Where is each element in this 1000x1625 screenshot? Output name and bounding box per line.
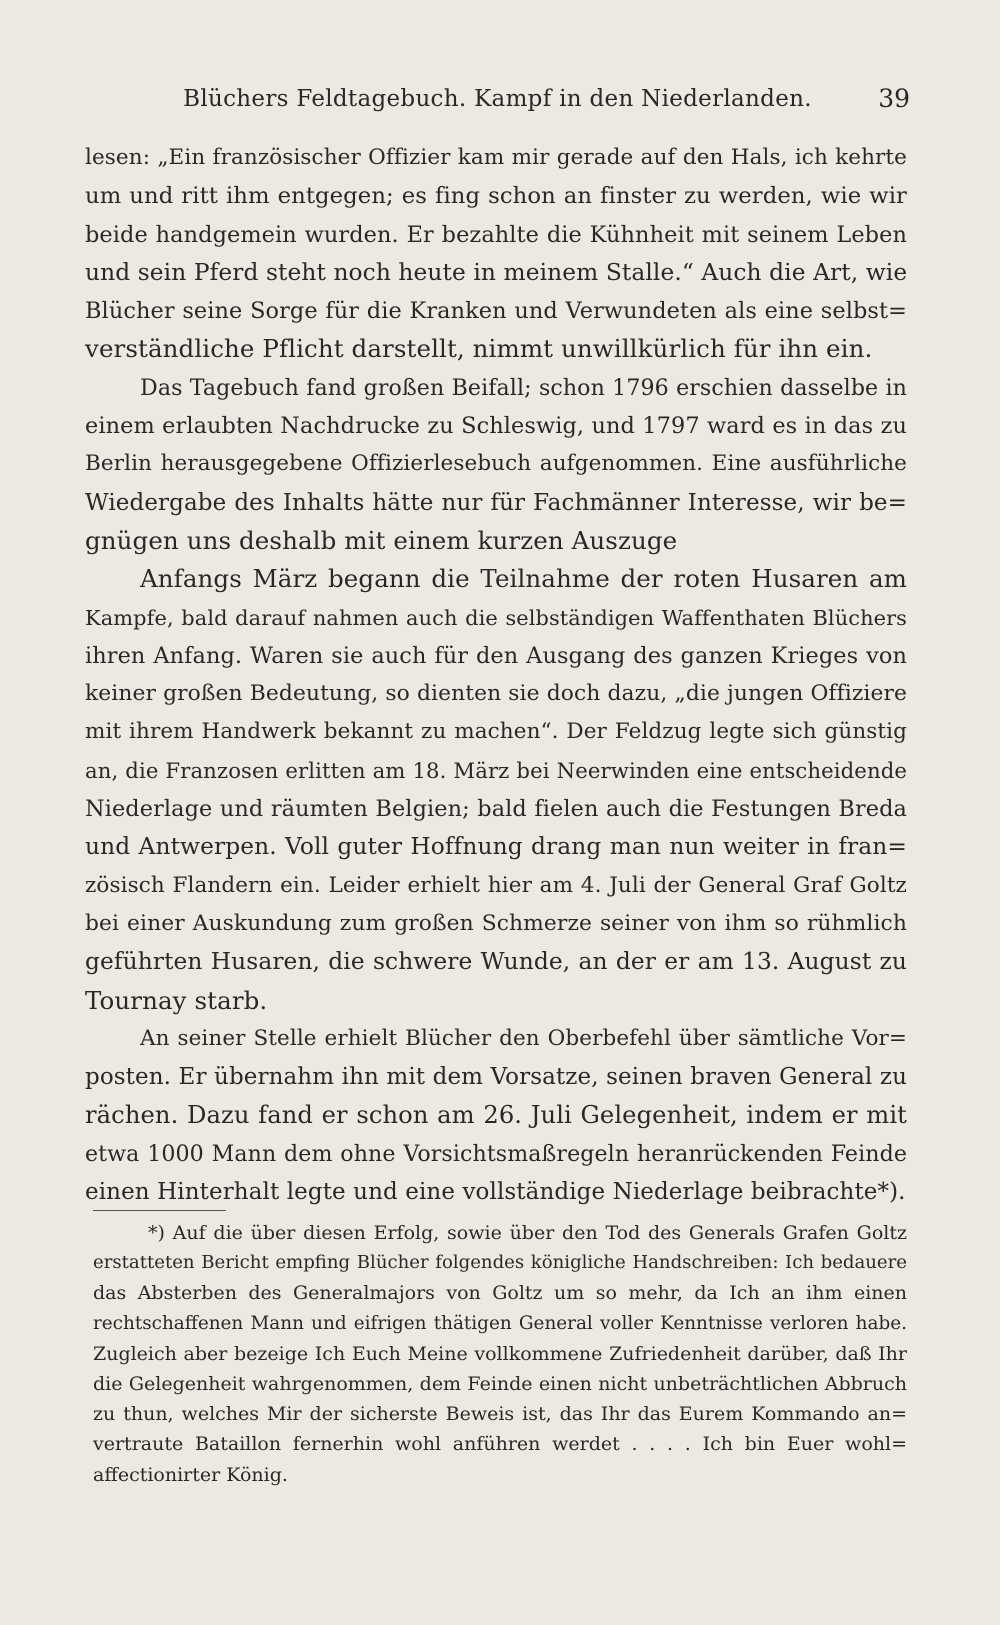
text-line: und sein Pferd steht noch heute in meinem Stalle.“ Auch die Art, wie xyxy=(85,258,908,286)
text-line: etwa 1000 Mann dem ohne Vorsichtsmaßregeln heranrückenden Feinde xyxy=(85,1140,907,1167)
text-line: beide handgemein wurden. Er bezahlte die Kühnheit mit seinem Leben xyxy=(85,221,907,248)
text-line: ihren Anfang. Waren sie auch für den Ausgang des ganzen Krieges von xyxy=(85,642,907,669)
text-line: Berlin herausgegebene Offizierlesebuch aufgenommen. Eine ausführliche xyxy=(85,451,907,477)
footnote-line: erstatteten Bericht empfing Blücher folgendes königliche Handschreiben: Ich bedauere xyxy=(93,1252,907,1274)
text-line: lesen: „Ein französischer Offizier kam mir gerade auf den Hals, ich kehrte xyxy=(85,145,907,170)
running-title: Blüchers Feldtagebuch. Kampf in den Niederlanden. xyxy=(183,86,812,112)
text-line: einem erlaubten Nachdrucke zu Schleswig, und 1797 ward es in das zu xyxy=(85,413,907,440)
footnote-line: Zugleich aber bezeige Ich Euch Meine vollkommene Zufriedenheit darüber, daß Ihr xyxy=(93,1342,907,1365)
text-line: geführten Husaren, die schwere Wunde, an der er am 13. August zu xyxy=(85,948,907,976)
text-line: einen Hinterhalt legte und eine vollständige Niederlage beibrachte*). xyxy=(85,1179,906,1206)
text-line: Wiedergabe des Inhalts hätte nur für Fachmänner Interesse, wir be= xyxy=(85,489,907,516)
text-line: Das Tagebuch fand großen Beifall; schon 1796 erschien dasselbe in xyxy=(140,374,907,401)
page-header xyxy=(85,78,910,118)
footnote-line: rechtschaffenen Mann und eifrigen thätigen General voller Kenntnisse verloren habe. xyxy=(93,1312,907,1334)
text-line: um und ritt ihm entgegen; es fing schon an finster zu werden, wie wir xyxy=(85,183,907,210)
footnote xyxy=(93,1218,907,1490)
text-line: Blücher seine Sorge für die Kranken und Verwundeten als eine selbst= xyxy=(85,298,907,325)
text-line: posten. Er übernahm ihn mit dem Vorsatze, seinen braven General zu xyxy=(85,1064,907,1091)
text-line: bei einer Auskundung zum großen Schmerze seiner von ihm so rühmlich xyxy=(85,910,907,936)
text-line: verständliche Pflicht darstellt, nimmt unwillkürlich für ihn ein. xyxy=(85,334,873,364)
text-line: an, die Franzosen erlitten am 18. März bei Neerwinden eine entscheidende xyxy=(85,757,907,783)
text-line: keiner großen Bedeutung, so dienten sie doch dazu, „die jungen Offiziere xyxy=(85,681,907,707)
text-line: gnügen uns deshalb mit einem kurzen Auszuge xyxy=(85,525,678,555)
footnote-rule xyxy=(93,1210,226,1211)
text-line: rächen. Dazu fand er schon am 26. Juli Gelegenheit, indem er mit xyxy=(85,1101,907,1130)
footnote-line: die Gelegenheit wahrgenommen, dem Feinde einen nicht unbeträchtlichen Abbruch xyxy=(93,1372,907,1395)
main-text xyxy=(85,139,907,1211)
text-line: Anfangs März begann die Teilnahme der roten Husaren am xyxy=(140,564,907,594)
text-line: Niederlage und räumten Belgien; bald fielen auch die Festungen Breda xyxy=(85,796,907,823)
footnote-line: affectionirter König. xyxy=(93,1463,288,1486)
footnote-line: das Absterben des Generalmajors von Goltz um so mehr, da Ich an ihm einen xyxy=(93,1282,907,1305)
text-line: mit ihrem Handwerk bekannt zu machen“. Der Feldzug legte sich günstig xyxy=(85,719,907,745)
footnote-line: zu thun, welches Mir der sicherste Beweis ist, das Ihr das Eurem Kommando an= xyxy=(93,1403,907,1426)
text-line: und Antwerpen. Voll guter Hoffnung drang man nun weiter in fran= xyxy=(85,833,907,861)
footnote-line: *) Auf die über diesen Erfolg, sowie über den Tod des Generals Grafen Goltz xyxy=(148,1222,907,1244)
text-line: zösisch Flandern ein. Leider erhielt hier am 4. Juli der General Graf Goltz xyxy=(85,872,907,898)
text-line: Kampfe, bald darauf nahmen auch die selbständigen Waffenthaten Blüchers xyxy=(85,605,907,630)
text-line: An seiner Stelle erhielt Blücher den Oberbefehl über sämtliche Vor= xyxy=(140,1025,907,1051)
footnote-line: vertraute Bataillon fernerhin wohl anführen werdet . . . . Ich bin Euer wohl= xyxy=(93,1433,907,1456)
page-number: 39 xyxy=(878,84,910,113)
text-line: Tournay starb. xyxy=(85,985,268,1015)
